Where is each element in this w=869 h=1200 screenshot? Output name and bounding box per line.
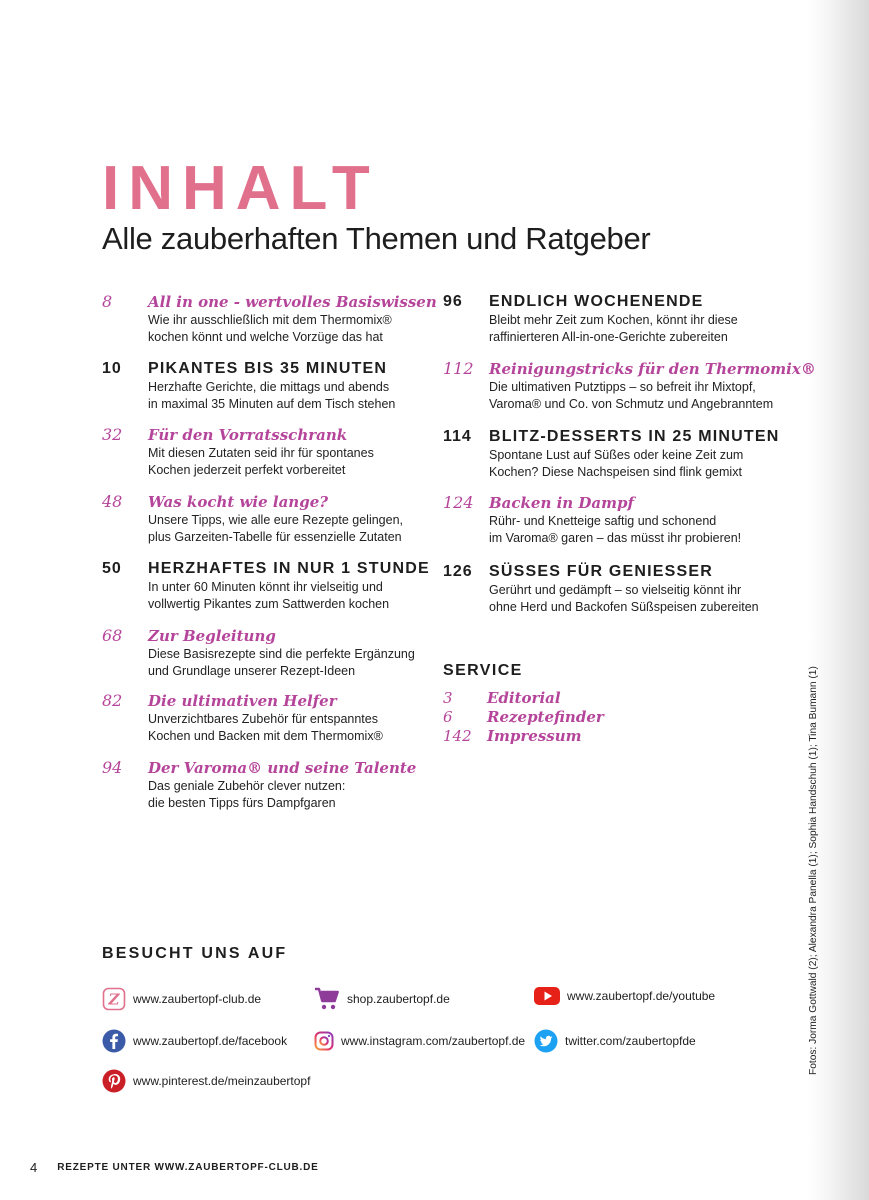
toc-entry-title: All in one - wertvolles Basiswissen bbox=[148, 293, 437, 311]
description-line: die besten Tipps fürs Dampfgaren bbox=[148, 796, 336, 810]
description-line: In unter 60 Minuten könnt ihr vielseitig und bbox=[148, 580, 383, 594]
toc-entry-description bbox=[148, 778, 345, 812]
description-line: kochen könnt und welche Vorzüge das hat bbox=[148, 330, 383, 344]
description-line: ohne Herd und Backofen Süßspeisen zubereiten bbox=[489, 600, 759, 614]
youtube-icon bbox=[534, 986, 567, 1006]
toc-entry-title: Backen in Dampf bbox=[489, 494, 634, 512]
toc-page-number: 96 bbox=[443, 293, 463, 310]
footer-text: REZEPTE UNTER WWW.ZAUBERTOPF-CLUB.DE bbox=[57, 1162, 319, 1173]
toc-page-number: 8 bbox=[102, 292, 113, 311]
service-item[interactable] bbox=[443, 689, 561, 708]
description-line: Kochen und Backen mit dem Thermomix® bbox=[148, 729, 383, 743]
toc-page-number: 48 bbox=[102, 492, 123, 511]
description-line: raffinierteren All-in-one-Gerichte zubereiten bbox=[489, 330, 728, 344]
toc-entry-description bbox=[148, 379, 395, 413]
toc-entry-title: Zur Begleitung bbox=[148, 627, 276, 645]
social-link[interactable] bbox=[314, 986, 450, 1012]
social-link[interactable] bbox=[102, 986, 261, 1012]
description-line: plus Garzeiten-Tabelle für essenzielle Zutaten bbox=[148, 530, 402, 544]
social-link[interactable] bbox=[534, 1028, 696, 1054]
toc-entry-title: PIKANTES BIS 35 MINUTEN bbox=[148, 360, 388, 377]
description-line: Bleibt mehr Zeit zum Kochen, könnt ihr diese bbox=[489, 313, 738, 327]
service-page-number: 142 bbox=[443, 727, 472, 745]
page-subtitle: Alle zauberhaften Themen und Ratgeber bbox=[102, 221, 651, 256]
social-link-text: shop.zaubertopf.de bbox=[347, 992, 450, 1006]
visit-heading: BESUCHT UNS AUF bbox=[102, 945, 288, 962]
description-line: Diese Basisrezepte sind die perfekte Ergänzung bbox=[148, 647, 415, 661]
toc-page-number: 114 bbox=[443, 428, 472, 445]
toc-entry-description bbox=[489, 582, 759, 616]
toc-entry-title: Die ultimativen Helfer bbox=[148, 692, 337, 710]
description-line: Herzhafte Gerichte, die mittags und abends bbox=[148, 380, 390, 394]
toc-entry-description bbox=[148, 512, 403, 546]
service-page-number: 6 bbox=[443, 708, 453, 726]
toc-entry-title: Für den Vorratsschrank bbox=[148, 426, 348, 444]
toc-entry-description bbox=[148, 711, 383, 745]
toc-entry-description bbox=[489, 447, 743, 481]
social-link-text: www.zaubertopf-club.de bbox=[133, 992, 262, 1006]
shopping-cart-icon bbox=[314, 987, 347, 1011]
footer bbox=[30, 1160, 319, 1175]
social-link[interactable] bbox=[314, 1028, 525, 1054]
twitter-icon bbox=[534, 1029, 565, 1053]
toc-entry-title: ENDLICH WOCHENENDE bbox=[489, 293, 704, 310]
toc-entry-description bbox=[148, 312, 392, 346]
instagram-icon bbox=[314, 1031, 341, 1051]
description-line: Die ultimativen Putztipps – so befreit ihr Mixtopf, bbox=[489, 380, 756, 394]
toc-page-number: 126 bbox=[443, 563, 473, 580]
social-link[interactable] bbox=[102, 1028, 287, 1054]
service-item[interactable] bbox=[443, 708, 604, 727]
svg-text:Z: Z bbox=[108, 990, 120, 1009]
service-item[interactable] bbox=[443, 727, 582, 746]
description-line: Varoma® und Co. von Schmutz und Angebranntem bbox=[489, 397, 774, 411]
description-line: Gerührt und gedämpft – so vielseitig könnt ihr bbox=[489, 583, 742, 597]
toc-page-number: 82 bbox=[102, 691, 123, 710]
toc-page-number: 32 bbox=[102, 425, 123, 444]
toc-entry-title: HERZHAFTES IN NUR 1 STUNDE bbox=[148, 560, 430, 577]
social-link-text: www.instagram.com/zaubertopf.de bbox=[341, 1034, 526, 1048]
description-line: Rühr- und Knetteige saftig und schonend bbox=[489, 514, 717, 528]
toc-page-number: 50 bbox=[102, 560, 122, 577]
page-title: INHALT bbox=[102, 154, 379, 223]
toc-entry-description bbox=[489, 312, 738, 346]
description-line: Kochen jederzeit perfekt vorbereitet bbox=[148, 463, 346, 477]
facebook-icon bbox=[102, 1029, 133, 1053]
description-line: Mit diesen Zutaten seid ihr für spontanes bbox=[148, 446, 374, 460]
toc-page-number: 68 bbox=[102, 626, 123, 645]
page-number: 4 bbox=[30, 1160, 38, 1175]
description-line: und Grundlage unserer Rezept-Ideen bbox=[148, 664, 356, 678]
description-line: Unverzichtbares Zubehör für entspanntes bbox=[148, 712, 378, 726]
social-link-text: twitter.com/zaubertopfde bbox=[565, 1034, 696, 1048]
toc-entry-title: Reinigungstricks für den Thermomix® bbox=[489, 360, 816, 378]
service-label: Rezeptefinder bbox=[487, 708, 604, 726]
social-link-text: www.zaubertopf.de/youtube bbox=[567, 989, 716, 1003]
social-link-text: www.zaubertopf.de/facebook bbox=[133, 1034, 288, 1048]
description-line: Kochen? Diese Nachspeisen sind flink gemixt bbox=[489, 465, 742, 479]
toc-page-number: 112 bbox=[443, 359, 474, 378]
description-line: im Varoma® garen – das müsst ihr probieren! bbox=[489, 531, 742, 545]
toc-page-number: 94 bbox=[102, 758, 123, 777]
toc-entry-title: Der Varoma® und seine Talente bbox=[148, 759, 417, 777]
toc-entry-title: SÜSSES FÜR GENIESSER bbox=[489, 563, 714, 580]
toc-entry-title: BLITZ-DESSERTS IN 25 MINUTEN bbox=[489, 428, 780, 445]
toc-entry-description bbox=[148, 646, 415, 680]
toc-entry-description bbox=[148, 445, 374, 479]
description-line: vollwertig Pikantes zum Sattwerden kochen bbox=[148, 597, 390, 611]
description-line: Das geniale Zubehör clever nutzen: bbox=[148, 779, 346, 793]
service-page-number: 3 bbox=[443, 689, 453, 707]
social-link[interactable] bbox=[534, 983, 715, 1009]
toc-entry-title: Was kocht wie lange? bbox=[148, 493, 329, 511]
toc-page-number: 124 bbox=[443, 493, 474, 512]
description-line: Wie ihr ausschließlich mit dem Thermomix® bbox=[148, 313, 392, 327]
service-label: Impressum bbox=[487, 727, 582, 745]
social-link[interactable] bbox=[102, 1068, 310, 1094]
photo-credit: Fotos: Jorma Gottwald (2); Alexandra Panella (1); Sophia Handschuh (1); Tina Bumann (1) bbox=[808, 666, 819, 1075]
zaubertopf-logo-icon bbox=[102, 987, 133, 1011]
social-link-text: www.pinterest.de/meinzaubertopf bbox=[133, 1074, 311, 1088]
toc-page-number: 10 bbox=[102, 360, 122, 377]
description-line: Unsere Tipps, wie alle eure Rezepte gelingen, bbox=[148, 513, 404, 527]
toc-entry-description bbox=[489, 513, 741, 547]
toc-entry-description bbox=[489, 379, 773, 413]
pinterest-icon bbox=[102, 1069, 133, 1093]
service-label: Editorial bbox=[487, 689, 561, 707]
toc-entry-description bbox=[148, 579, 389, 613]
description-line: in maximal 35 Minuten auf dem Tisch stehen bbox=[148, 397, 396, 411]
description-line: Spontane Lust auf Süßes oder keine Zeit zum bbox=[489, 448, 744, 462]
service-heading: SERVICE bbox=[443, 662, 523, 679]
